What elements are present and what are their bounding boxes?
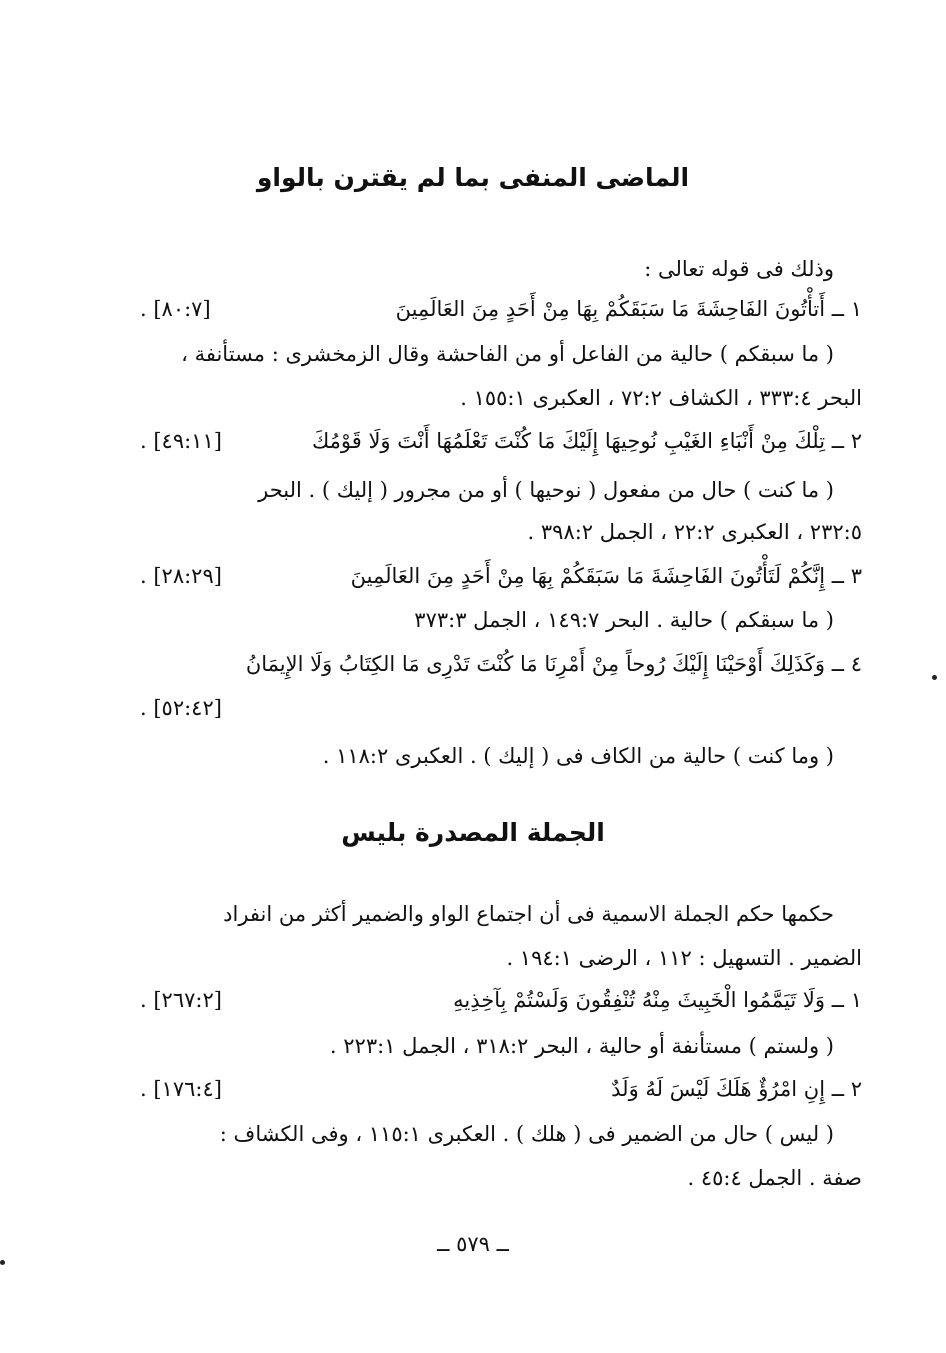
scan-mark (932, 675, 937, 680)
verse-line (140, 1072, 862, 1108)
verse-line (140, 983, 862, 1019)
commentary-line: ( ما كنت ) حال من مفعول ( نوحيها ) أو من مجرور ( إليك ) . البحر (258, 478, 834, 502)
commentary-line: ( ولستم ) مستأنفة أو حالية ، البحر ٣١٨:٢ ، الجمل ٢٢٣:١ . (329, 1034, 834, 1058)
page-number: ــ ٥٧٩ ــ (437, 1232, 509, 1256)
commentary-line: ( وما كنت ) حالية من الكاف فى ( إليك ) . العكبرى ١١٨:٢ . (322, 744, 834, 768)
scan-mark (0, 1260, 5, 1265)
verse-text: ١ ــ أَتأْتُونَ الفَاحِشَةَ مَا سَبَقَكُمْ بِهَا مِنْ أَحَدٍ مِنَ العَالَمِينَ (395, 297, 862, 321)
commentary-line: ( ما سبقكم ) حالية . البحر ١٤٩:٧ ، الجمل ٣٧٣:٣ (414, 608, 834, 632)
verse-line (140, 559, 862, 595)
intro-text: وذلك فى قوله تعالى : (644, 257, 834, 281)
verse-text: ٤ ــ وَكَذَلِكَ أَوْحَيْنَا إِلَيْكَ رُوحاً مِنْ أَمْرِنَا مَا كُنْتَ تَدْرِى مَا الكِتَابُ وَلَا الإِيمَانُ (245, 652, 862, 676)
commentary-line: صفة . الجمل ٤٥:٤ . (687, 1166, 862, 1190)
verse-reference: . [٥٢:٤٢] (140, 696, 222, 720)
intro-text: حكمها حكم الجملة الاسمية فى أن اجتماع الواو والضمير أكثر من انفراد (223, 902, 834, 926)
verse-line (140, 292, 862, 328)
commentary-line: ( ليس ) حال من الضمير فى ( هلك ) . العكبرى ١١٥:١ ، وفى الكشاف : (219, 1122, 834, 1146)
verse-text: ٢ ــ تِلْكَ مِنْ أَنْبَاءِ الغَيْبِ نُوحِيهَا إِلَيْكَ مَا كُنْتَ تَعْلَمُهَا أَنْتَ وَلَا قَوْمُكَ (311, 429, 862, 453)
verse-line (140, 424, 862, 460)
verse-reference: . [٨٠:٧] (140, 297, 211, 321)
intro-text: الضمير . التسهيل : ١١٢ ، الرضى ١٩٤:١ . (506, 946, 862, 970)
commentary-line: البحر ٣٣٣:٤ ، الكشاف ٧٢:٢ ، العكبرى ١٥٥:١ . (460, 386, 862, 410)
verse-text: ١ ــ وَلَا تَيَمَّمُوا الْخَبِيثَ مِنْهُ تُنْفِقُونَ وَلَسْتُمْ بِآخِذِيهِ (453, 988, 862, 1012)
verse-reference: . [١٧٦:٤] (140, 1077, 222, 1101)
commentary-line: ( ما سبقكم ) حالية من الفاعل أو من الفاحشة وقال الزمخشرى : مستأنفة ، (181, 342, 834, 366)
verse-reference: . [٢٨:٢٩] (140, 564, 222, 588)
commentary-line: ٢٣٢:٥ ، العكبرى ٢٢:٢ ، الجمل ٣٩٨:٢ . (527, 520, 862, 544)
verse-text: ٣ ــ إِنَّكُمْ لَتَأْتُونَ الفَاحِشَةَ مَا سَبَقَكُمْ بِهَا مِنْ أَحَدٍ مِنَ العَالَمِينَ (350, 564, 862, 588)
section-title: الجملة المصدرة بليس (341, 818, 605, 847)
section-title: الماضى المنفى بما لم يقترن بالواو (256, 163, 690, 192)
verse-reference: . [٤٩:١١] (140, 429, 222, 453)
verse-text: ٢ ــ إِنِ امْرُؤٌ هَلَكَ لَيْسَ لَهُ وَلَدٌ (611, 1077, 862, 1101)
verse-reference: . [٢٦٧:٢] (140, 988, 222, 1012)
